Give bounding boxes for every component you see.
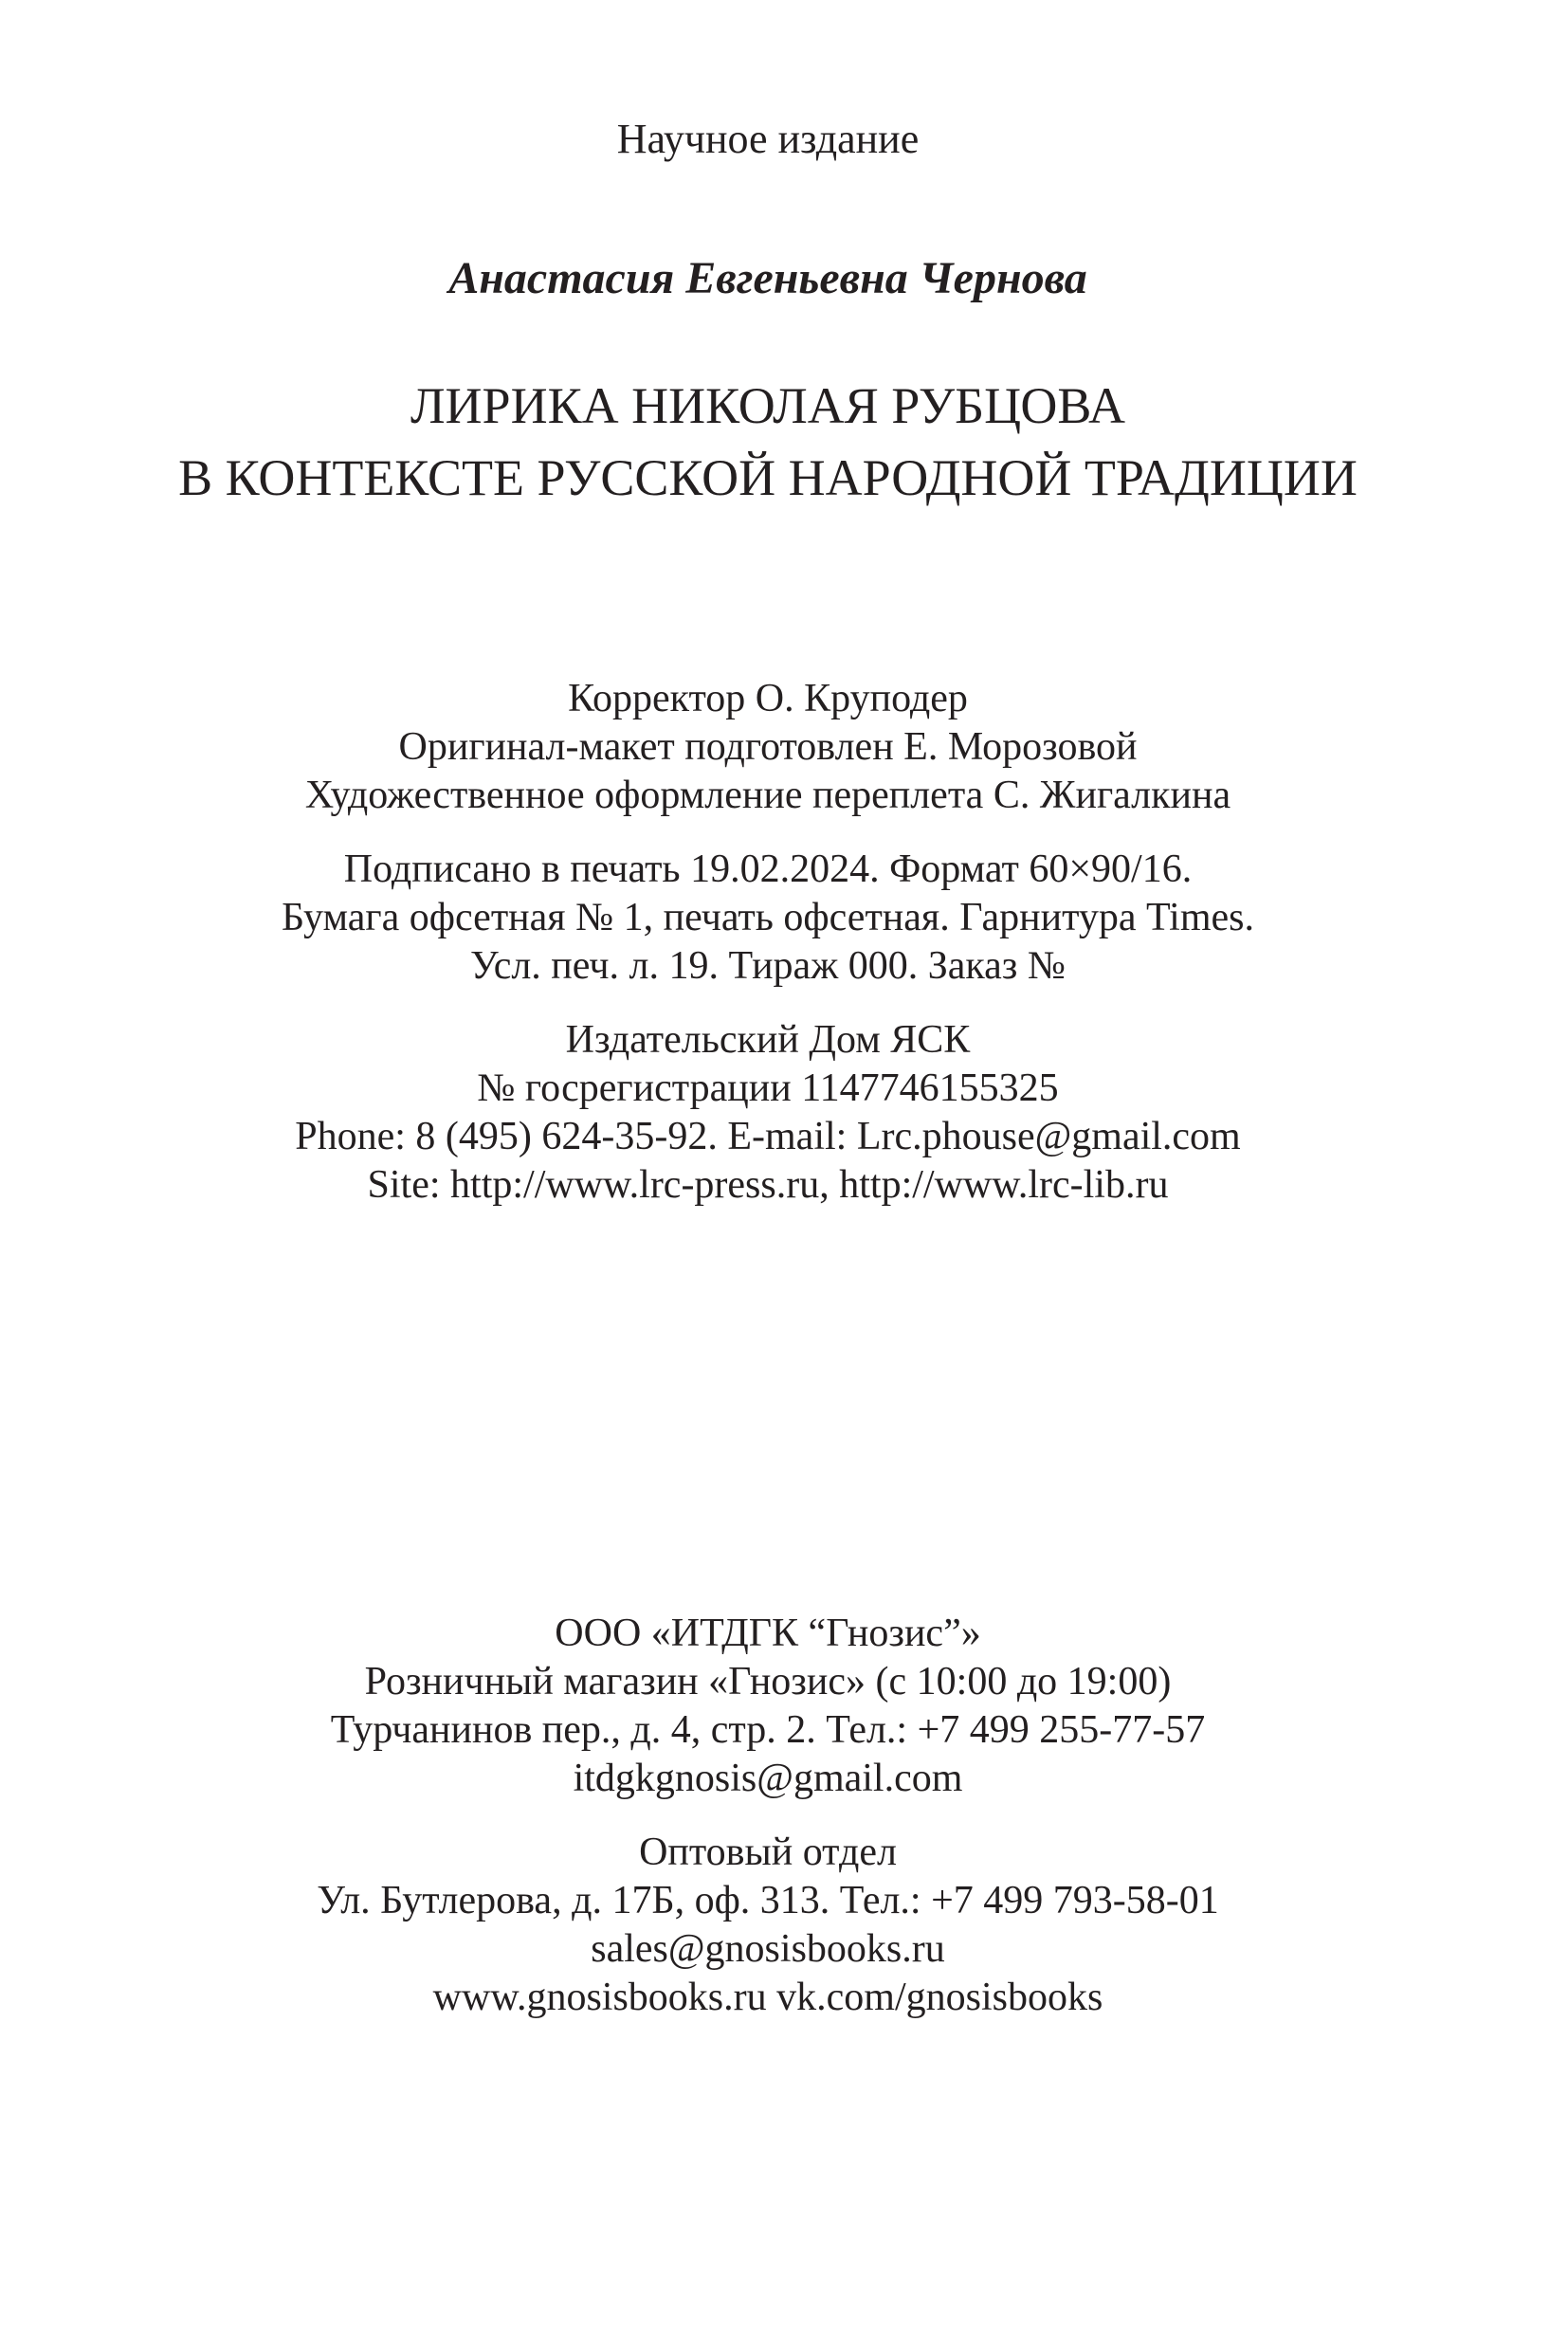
publisher-block xyxy=(0,1016,1536,1210)
publisher-sites: Site: http://www.lrc-press.ru, http://www.lrc-lib.ru xyxy=(367,1163,1169,1207)
publisher-name: Издательский Дом ЯСК xyxy=(565,1018,971,1062)
print-detail-line: Подписано в печать 19.02.2024. Формат 60×90/16. xyxy=(343,847,1193,891)
wholesale-title: Оптовый отдел xyxy=(639,1831,897,1874)
wholesale-address: Ул. Бутлерова, д. 17Б, оф. 313. Тел.: +7 499 793-58-01 xyxy=(317,1879,1219,1922)
wholesale-sites: www.gnosisbooks.ru vk.com/gnosisbooks xyxy=(432,1976,1103,2019)
author-name: Анастасия Евгеньевна Чернова xyxy=(448,253,1087,303)
print-detail-line: Бумага офсетная № 1, печать офсетная. Гарнитура Times. xyxy=(281,896,1255,939)
wholesale-email: sales@gnosisbooks.ru xyxy=(591,1927,945,1971)
print-detail-line: Усл. печ. л. 19. Тираж 000. Заказ № xyxy=(470,944,1066,988)
book-title-line: ЛИРИКА НИКОЛАЯ РУБЦОВА xyxy=(410,377,1126,434)
wholesale-block xyxy=(0,1829,1536,2022)
retail-company: ООО «ИТДГК “Гнозис”» xyxy=(555,1612,981,1655)
book-title-line: В КОНТЕКСТЕ РУССКОЙ НАРОДНОЙ ТРАДИЦИИ xyxy=(178,449,1358,506)
print-details-block xyxy=(0,846,1536,991)
credit-line: Оригинал-макет подготовлен Е. Морозовой xyxy=(398,725,1138,769)
retail-store-hours: Розничный магазин «Гнозис» (с 10:00 до 19:00) xyxy=(364,1660,1172,1703)
retail-block xyxy=(0,1610,1536,1803)
credit-line: Корректор О. Круподер xyxy=(568,677,968,720)
credits-block xyxy=(0,675,1536,820)
publisher-registration: № госрегистрации 1147746155325 xyxy=(477,1066,1059,1110)
edition-type: Научное издание xyxy=(616,116,920,162)
publisher-contacts: Phone: 8 (495) 624-35-92. E-mail: Lrc.phouse@gmail.com xyxy=(295,1115,1241,1158)
book-title xyxy=(0,370,1536,514)
credit-line: Художественное оформление переплета С. Жигалкина xyxy=(304,774,1231,817)
retail-email: itdgkgnosis@gmail.com xyxy=(573,1757,963,1800)
retail-address: Турчанинов пер., д. 4, стр. 2. Тел.: +7 499 255-77-57 xyxy=(330,1708,1206,1752)
